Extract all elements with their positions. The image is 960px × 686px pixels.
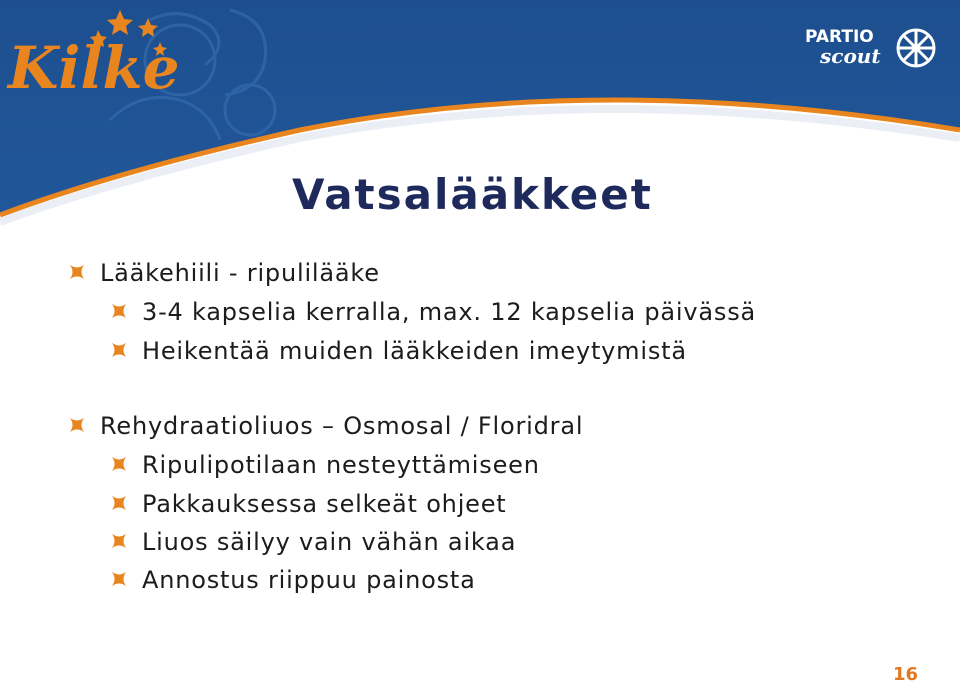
four-point-star-bullet-icon — [110, 302, 128, 320]
slide-title: Vatsalääkkeet — [292, 170, 653, 219]
bullet-item — [68, 412, 583, 440]
scout-logo-text: scout — [820, 44, 881, 68]
four-point-star-bullet-icon — [110, 341, 128, 359]
bullet-text: Lääkehiili - ripulilääke — [100, 259, 380, 287]
bullet-item — [68, 259, 380, 287]
bullet-text: 3-4 kapselia kerralla, max. 12 kapselia päivässä — [142, 298, 757, 326]
bullet-text: Rehydraatioliuos – Osmosal / Floridral — [100, 412, 584, 440]
bullet-item — [110, 566, 476, 594]
four-point-star-bullet-icon — [110, 532, 128, 550]
four-point-star-bullet-icon — [110, 494, 128, 512]
bullet-text: Annostus riippuu painosta — [142, 566, 476, 594]
bullet-item — [110, 298, 756, 326]
scout-emblem-icon — [892, 24, 940, 72]
partio-logo-text: PARTIO — [805, 27, 874, 47]
four-point-star-bullet-icon — [68, 263, 86, 281]
bullet-item — [110, 337, 687, 365]
four-point-star-bullet-icon — [68, 416, 86, 434]
bullet-text: Heikentää muiden lääkkeiden imeytymistä — [142, 337, 687, 365]
bullet-item — [110, 451, 540, 479]
bullet-text: Ripulipotilaan nesteyttämiseen — [142, 451, 540, 479]
four-point-star-bullet-icon — [110, 455, 128, 473]
bullet-item — [110, 490, 507, 518]
four-point-star-bullet-icon — [110, 570, 128, 588]
bullet-item — [110, 528, 516, 556]
svg-text:Kilke: Kilke — [8, 34, 180, 100]
page-number: 16 — [893, 664, 919, 685]
bullet-text: Pakkauksessa selkeät ohjeet — [142, 490, 507, 518]
bullet-text: Liuos säilyy vain vähän aikaa — [142, 528, 517, 556]
kilke-logo-icon — [0, 0, 180, 100]
